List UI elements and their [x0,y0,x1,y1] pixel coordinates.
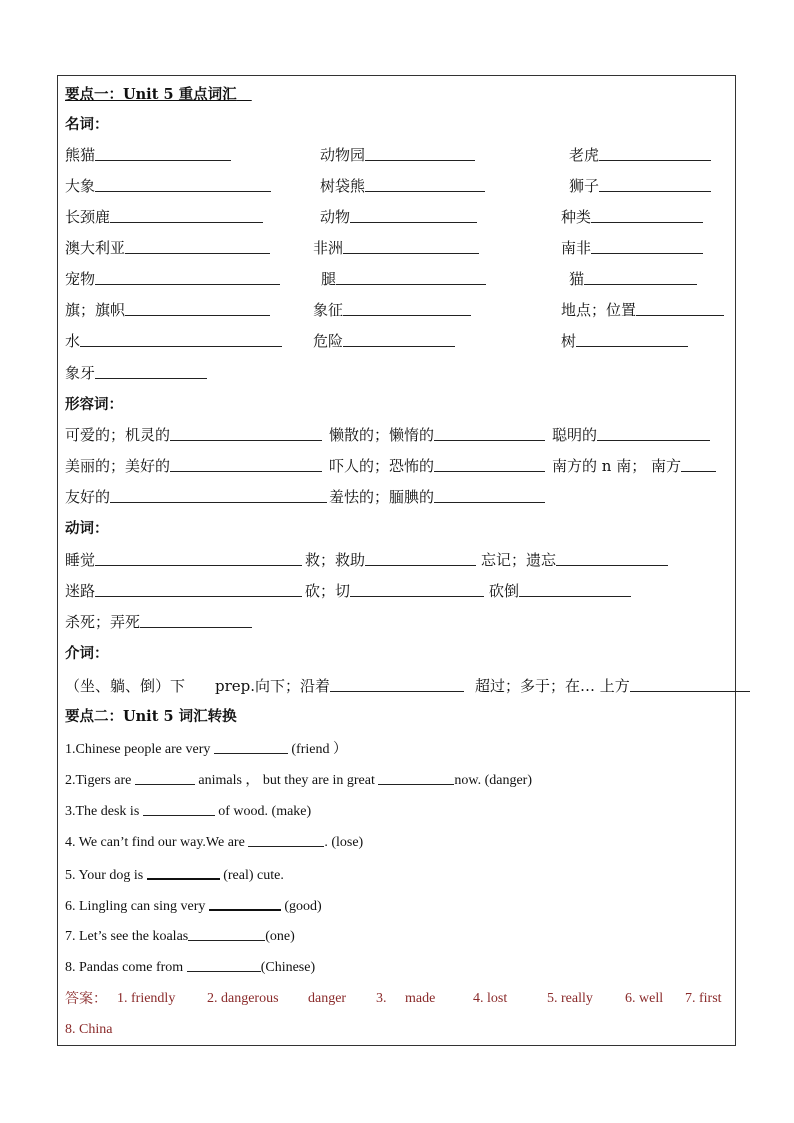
vocab-label: 杀死；弄死 [65,613,141,631]
noun-row-6 [65,299,735,321]
answer-blank[interactable] [591,207,703,223]
answer-blank[interactable] [95,145,231,161]
vocab-label: 南方的 n 南； 南方 [552,457,681,475]
vocab-label: 羞怯的；腼腆的 [329,488,435,506]
answer-blank[interactable] [125,300,270,316]
answer-blank[interactable] [95,363,207,379]
vocab-label: 腿 [321,270,337,288]
answer-blank[interactable] [143,800,215,816]
exercise-hint: (one) [265,929,295,944]
answer-blank[interactable] [556,550,668,566]
vocab-label: 懒散的；懒惰的 [329,426,435,444]
answer-blank[interactable] [110,487,327,503]
answer-blank[interactable] [343,300,471,316]
answer-blank[interactable] [434,487,545,503]
answer-blank[interactable] [170,456,322,472]
answer-blank[interactable] [95,581,302,597]
exercise-text: 6. Lingling can sing very [65,899,209,914]
exercise-3 [65,800,311,822]
exercise-text: 4. We can’t find our way.We are [65,835,249,850]
section1-title: 要点一：Unit 5 重点词汇 [65,86,237,103]
answer-blank[interactable] [365,550,476,566]
answer-blank[interactable] [135,769,195,785]
vocab-label: 象牙 [65,364,96,382]
exercise-hint: now. (danger) [454,773,532,788]
answer-blank[interactable] [636,300,724,316]
vocab-label: 非洲 [313,239,344,257]
answer-item: danger [308,991,347,1006]
section2-title: 要点二：Unit 5 词汇转换 [65,708,237,725]
vocab-label: 南非 [561,239,592,257]
vocab-label: 迷路 [65,582,96,600]
verb-row-1 [65,549,735,571]
exercise-text: 2.Tigers are [65,773,135,788]
vocab-label: 象征 [313,301,344,319]
vocab-label: 忘记；遗忘 [481,551,557,569]
vocab-label: 狮子 [569,177,600,195]
noun-row-4 [65,237,735,259]
exercise-text: 8. Pandas come from [65,960,187,975]
answer-blank[interactable] [630,676,750,692]
noun-row-2 [65,175,735,197]
exercise-1 [65,738,347,760]
answer-blank[interactable] [170,425,322,441]
answer-item: 7. first [685,991,722,1006]
exercise-hint: of wood. (make) [214,804,312,819]
verb-row-3 [65,611,735,633]
exercise-2 [65,769,532,791]
vocab-label: prep.向下；沿着 [215,677,331,695]
vocab-label: 熊猫 [65,146,96,164]
vocab-label: 长颈鹿 [65,208,111,226]
answer-blank[interactable] [576,331,688,347]
answer-item: 5. really [547,991,593,1006]
vocab-label: 树 [561,332,577,350]
answer-blank[interactable] [95,550,302,566]
exercise-hint: (Chinese) [260,960,316,975]
answer-blank[interactable] [681,456,716,472]
answer-blank[interactable] [365,145,475,161]
vocab-label: 澳大利亚 [65,239,126,257]
answer-blank[interactable] [343,238,479,254]
vocab-label: 大象 [65,177,96,195]
answer-blank[interactable] [140,612,252,628]
answer-blank[interactable] [597,425,710,441]
noun-row-5 [65,268,735,290]
exercise-hint: (friend ） [287,742,347,757]
exercise-7 [65,925,295,947]
answer-blank[interactable] [125,238,270,254]
answer-blank[interactable] [95,176,271,192]
answer-blank[interactable] [519,581,631,597]
answer-item: made [405,991,436,1006]
answer-blank[interactable] [214,738,288,754]
answer-item: 3. [376,991,387,1006]
answer-blank[interactable] [248,831,324,847]
vocab-label: 救；救助 [305,551,366,569]
answer-blank[interactable] [584,269,697,285]
adj-row-2 [65,455,735,477]
answer-blank[interactable] [147,863,220,880]
exercise-6 [65,894,322,916]
answer-blank[interactable] [343,331,455,347]
exercise-hint: (good) [280,899,322,914]
exercise-text: animals ， but they are in great [194,773,379,788]
vocab-label: 睡觉 [65,551,96,569]
adjectives-heading: 形容词： [65,396,123,413]
exercise-4 [65,831,363,853]
vocab-label: 动物 [320,208,351,226]
answer-blank[interactable] [95,269,280,285]
adj-row-3 [65,486,735,508]
noun-row-7 [65,330,735,352]
answer-blank[interactable] [110,207,263,223]
noun-row-1 [65,144,735,166]
answer-blank[interactable] [187,956,261,972]
vocab-label: （坐、躺、倒）下 [65,677,186,695]
answer-blank[interactable] [80,331,282,347]
noun-row-3 [65,206,735,228]
prep-row-1 [65,675,735,697]
vocab-label: 老虎 [569,146,600,164]
vocab-label: 可爱的；机灵的 [65,426,171,444]
answer-blank[interactable] [378,769,454,785]
answer-blank[interactable] [434,456,545,472]
vocab-label: 美丽的；美好的 [65,457,171,475]
vocab-label: 旗；旗帜 [65,301,126,319]
answer-item: 4. lost [473,991,508,1006]
vocab-label: 危险 [313,332,344,350]
exercise-5 [65,863,284,885]
exercise-text: 1.Chinese people are very [65,742,214,757]
verbs-heading: 动词： [65,520,109,537]
exercise-hint: (real) cute. [219,868,284,883]
exercise-8 [65,956,315,978]
adj-row-1 [65,424,735,446]
answer-blank[interactable] [188,925,265,941]
answer-blank[interactable] [434,425,545,441]
verb-row-2 [65,580,735,602]
vocab-label: 动物园 [320,146,366,164]
answer-blank[interactable] [365,176,485,192]
answer-blank[interactable] [330,676,464,692]
nouns-heading: 名词： [65,116,109,133]
answers-row [65,988,735,1010]
answer-item: 1. friendly [117,991,176,1006]
answers-row-2: 8. China [65,1022,113,1037]
answer-blank[interactable] [599,145,711,161]
vocab-label: 砍倒 [489,582,520,600]
vocab-label: 树袋熊 [320,177,366,195]
prepositions-heading: 介词： [65,645,109,662]
vocab-label: 砍；切 [305,582,351,600]
answer-blank[interactable] [350,581,484,597]
answer-blank[interactable] [591,238,703,254]
answers-label: 答案： [65,991,107,1007]
section1-title-row [65,84,252,106]
exercise-text: 7. Let’s see the koalas [65,929,189,944]
answer-blank[interactable] [336,269,486,285]
vocab-label: 水 [65,332,81,350]
vocab-label: 种类 [561,208,592,226]
answer-blank[interactable] [209,894,281,911]
vocab-label: 宠物 [65,270,96,288]
answer-blank[interactable] [350,207,477,223]
vocab-label: 猫 [569,270,585,288]
answer-item: 6. well [625,991,664,1006]
vocab-label: 吓人的；恐怖的 [329,457,435,475]
vocab-label: 友好的 [65,488,111,506]
exercise-text: 3.The desk is [65,804,143,819]
answer-item: 2. dangerous [207,991,279,1006]
vocab-label: 超过；多于；在… 上方 [475,677,630,695]
exercise-hint: . (lose) [324,835,364,850]
vocab-label: 聪明的 [552,426,598,444]
answer-blank[interactable] [599,176,711,192]
vocab-label: 地点；位置 [561,301,637,319]
exercise-text: 5. Your dog is [65,868,147,883]
noun-row-8 [65,362,735,384]
